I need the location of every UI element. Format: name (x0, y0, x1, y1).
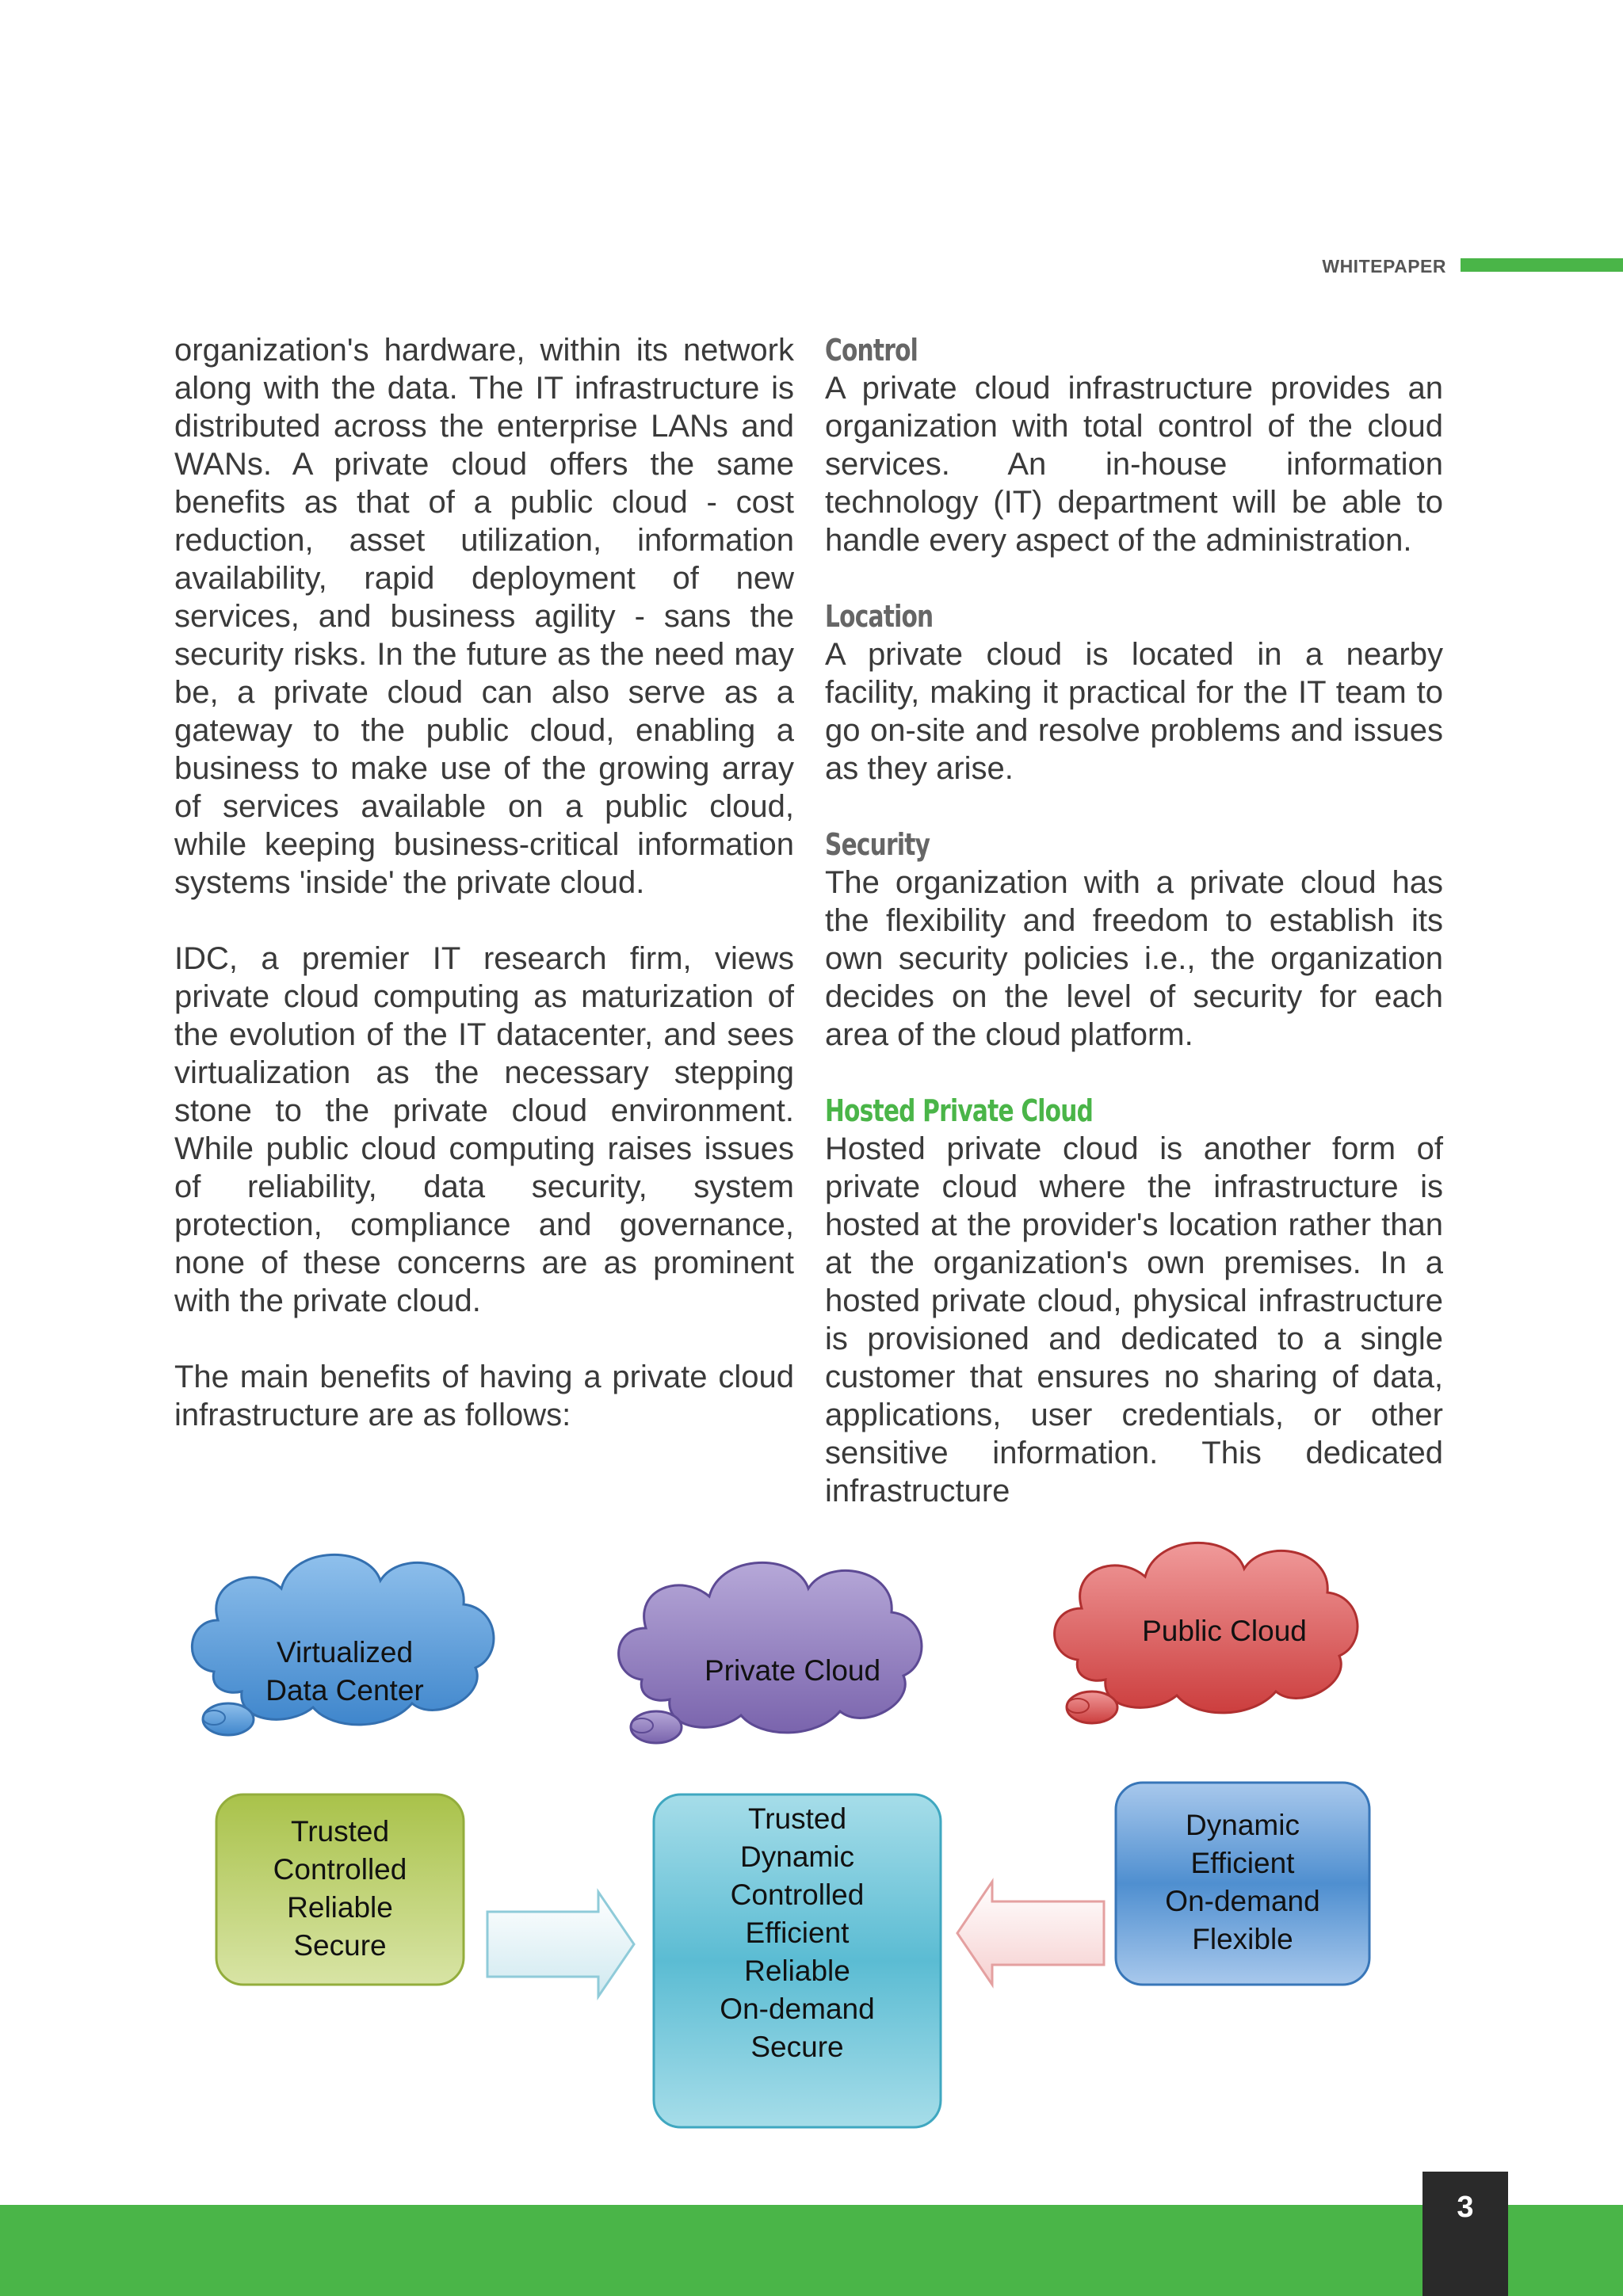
left-paragraph: IDC, a premier IT research firm, views private cloud computing as maturization of the evolution of the IT datacenter, and sees virtualization as the necessary stepping stone to the private cloud environment. While public cloud computing raises issues of reliability, data security, system protection, compliance and governance, none of these concerns are as prominent with the private cloud. (174, 941, 794, 1318)
header-accent-bar (1461, 258, 1623, 272)
attribute-item: Efficient (1190, 1847, 1295, 1879)
cloud-label-line: Data Center (265, 1674, 424, 1707)
cloud-label-virtualized-data-center (234, 1634, 456, 1710)
attribute-item: On-demand (1165, 1885, 1320, 1917)
right-column (825, 331, 1443, 1510)
section-body-control: A private cloud infrastructure provides an organization with total control of the cloud services. An in-house information technology (IT) department will be able to handle every aspect of the administration. (825, 371, 1443, 558)
cloud-label-private-cloud: Private Cloud (704, 1654, 881, 1687)
section-body-hosted-private-cloud: Hosted private cloud is another form of private cloud where the infrastructure is hosted at the provider's location rather than at the organization's own premises. In a hosted private cloud, physical infrastructure is provisioned and dedicated to a single customer that ensures no sharing of data, applications, user credentials, or other sensitive information. This dedicated infrastructure (825, 1131, 1443, 1508)
section-heading-control: Control (825, 333, 918, 368)
attribute-item: Trusted (290, 1815, 390, 1848)
box-text-right (1116, 1806, 1369, 1958)
box-text-center (654, 1800, 941, 2066)
attribute-item: Dynamic (740, 1840, 854, 1873)
page-number: 3 (1423, 2172, 1508, 2296)
left-paragraph: organization's hardware, within its network along with the data. The IT infrastructure is distributed across the enterprise LANs and WANs. A private cloud offers the same benefits as that of a public cloud - cost reduction, asset utilization, information availability, rapid deployment of new services, and business agility - sans the security risks. In the future as the need may be, a private cloud can also serve as a gateway to the public cloud, enabling a business to make use of the growing array of services available on a public cloud, while keeping business-critical information systems 'inside' the private cloud. (174, 333, 794, 900)
attribute-item: Secure (293, 1929, 387, 1962)
cloud-label-public-cloud: Public Cloud (1142, 1615, 1307, 1647)
right-arrow-icon (487, 1892, 634, 1997)
attribute-item: Controlled (273, 1853, 407, 1886)
attribute-item: Efficient (745, 1917, 850, 1949)
left-paragraph: The main benefits of having a private cloud infrastructure are as follows: (174, 1360, 794, 1432)
attribute-item: Reliable (287, 1891, 393, 1924)
footer-bar (0, 2205, 1623, 2296)
cloud-label-line: Virtualized (276, 1636, 414, 1669)
left-column (174, 331, 794, 1434)
attribute-item: Secure (750, 2031, 844, 2063)
section-heading-hosted-private-cloud: Hosted Private Cloud (825, 1093, 1094, 1128)
header-label: WHITEPAPER (1322, 256, 1446, 277)
attribute-item: Reliable (744, 1955, 850, 1987)
attribute-item: Dynamic (1186, 1809, 1300, 1841)
section-body-security: The organization with a private cloud has the flexibility and freedom to establish its own security policies i.e., the organization decides on the level of security for each area of the cloud platform. (825, 865, 1443, 1052)
cloud-comparison-diagram (182, 1529, 1403, 2147)
attribute-item: Controlled (730, 1878, 865, 1911)
section-body-location: A private cloud is located in a nearby facility, making it practical for the IT team to go on-site and resolve problems and issues as they arise. (825, 637, 1443, 786)
left-arrow-icon (957, 1882, 1104, 1985)
attribute-item: Flexible (1192, 1923, 1293, 1955)
attribute-item: Trusted (747, 1802, 847, 1835)
attribute-item: On-demand (720, 1993, 875, 2025)
section-heading-security: Security (825, 827, 930, 862)
box-text-left (216, 1813, 464, 1965)
section-heading-location: Location (825, 599, 934, 634)
